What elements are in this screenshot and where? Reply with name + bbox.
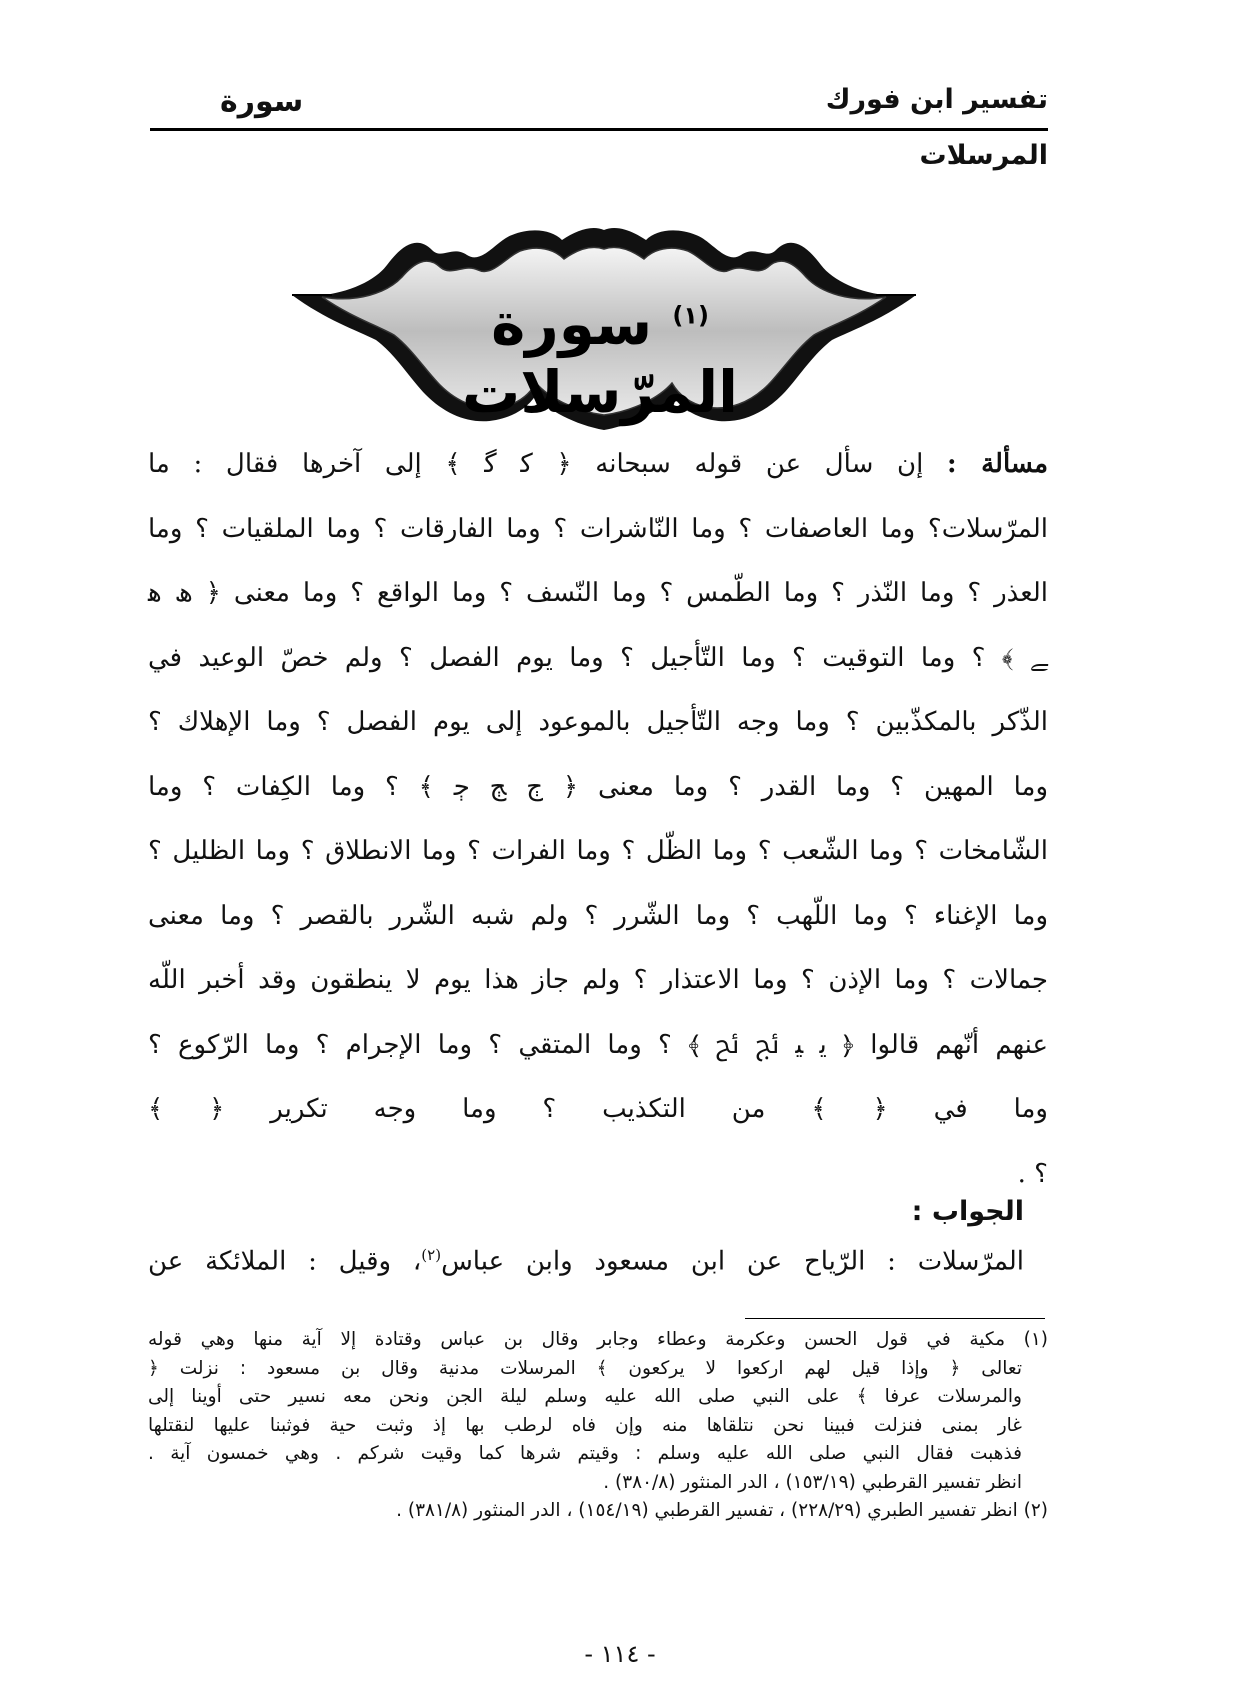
sura-title-text: سورة المرّسلات	[462, 290, 738, 426]
question-paragraph	[148, 432, 1048, 1206]
question-line-2: المرّسلات؟ وما العاصفات ؟ وما النّاشرات ؟ وما الفارقات ؟ وما الملقيات ؟ وما	[148, 513, 1048, 544]
footnote-line: (١) مكية في قول الحسن وعكرمة وعطاء وجابر وقال بن عباس وقتادة إلا آية منها وهي قوله	[148, 1329, 1048, 1350]
answer-footnote-ref: (٢)	[421, 1246, 442, 1264]
footnote-line: (٢) انظر تفسير الطبري (٢٢٨/٢٩) ، تفسير القرطبي (١٥٤/١٩) ، الدر المنثور (٣٨١/٨) .	[396, 1500, 1048, 1521]
running-header-sura-name: المرسلات	[919, 140, 1048, 171]
question-line-10: عنهم أنّهم قالوا ﴿ ﯾ ﯿ ﰀ ﰁ ﴾ ؟ وما المتقي ؟ وما الإجرام ؟ وما الرّكوع ؟	[148, 1029, 1048, 1060]
running-header-sura-label: سورة	[220, 84, 304, 119]
question-line-6: وما المهين ؟ وما القدر ؟ وما معنى ﴿ ﭲ ﭳ ﭴ ﴾ ؟ وما الكِفات ؟ وما	[148, 771, 1048, 802]
answer-text: المرّسلات : الرّياح عن ابن مسعود وابن عباس$^{(٢)}$، وقيل : الملائكة عن	[148, 1246, 1024, 1277]
question-line-8: وما الإغناء ؟ وما اللّهب ؟ وما الشّرر ؟ ولم شبه الشّرر بالقصر ؟ وما معنى	[148, 900, 1049, 931]
question-line-9: جمالات ؟ وما الإذن ؟ وما الاعتذار ؟ ولم جاز هذا يوم لا ينطقون وقد أخبر اللّه	[148, 965, 1048, 995]
sura-title-footnote-ref: (١)	[672, 301, 709, 330]
question-line-11: وما في ﴿ ﴾ من التكذيب ؟ وما وجه تكرير ﴿ ﴾	[148, 1094, 1048, 1124]
footnote-line: فذهبت فقال النبي صلى الله عليه وسلم : وقيتم شرها كما وقيت شركم . وهي خمسون آية .	[148, 1443, 1022, 1464]
question-label: مسألة :	[947, 449, 1048, 479]
question-line-1: مسألة : إن سأل عن قوله سبحانه ﴿ ﮐ ﮔ ﴾ إلى آخرها فقال : ما	[148, 449, 1048, 479]
question-line-3: العذر ؟ وما النّذر ؟ وما الطّمس ؟ وما النّسف ؟ وما الواقع ؟ وما معنى ﴿ ﮪ ﮬ	[148, 578, 1048, 608]
footnote-line: غار بمنى فنزلت فبينا نحن نتلقاها منه وإن فاه لرطب بها إذ وثبت حية فوثبنا عليها لنقتلها	[148, 1414, 1022, 1436]
sura-title	[420, 290, 780, 426]
footnote-separator	[745, 1318, 1045, 1319]
question-line-12: ؟ .	[1017, 1158, 1048, 1189]
footnotes	[148, 1326, 1048, 1526]
header-rule	[150, 128, 1048, 131]
running-header-book-title: تفسير ابن فورك	[825, 84, 1048, 115]
footnote-line: والمرسلات عرفا ﴾ على النبي صلى الله عليه وسلم ليلة الجن ونحن معه نسير حتى أوينا إلى	[148, 1386, 1022, 1407]
page-number: - ١١٤ -	[584, 1640, 656, 1668]
question-line-4: ﮯ ﴾ ؟ وما التوقيت ؟ وما التّأجيل ؟ وما يوم الفصل ؟ ولم خصّ الوعيد في	[148, 642, 1048, 673]
answer-label: الجواب :	[911, 1196, 1024, 1227]
footnote-line: تعالى ﴿ وإذا قيل لهم اركعوا لا يركعون ﴾ المرسلات مدنية وقال بن مسعود : نزلت ﴿	[148, 1357, 1022, 1379]
footnote-line: انظر تفسير القرطبي (١٥٣/١٩) ، الدر المنثور (٣٨٠/٨) .	[603, 1471, 1022, 1493]
question-line-5: الذّكر بالمكذّبين ؟ وما وجه التّأجيل بالموعود إلى يوم الفصل ؟ وما الإهلاك ؟	[148, 707, 1048, 737]
question-line-7: الشّامخات ؟ وما الشّعب ؟ وما الظّل ؟ وما الفرات ؟ وما الانطلاق ؟ وما الظليل ؟	[148, 836, 1048, 866]
